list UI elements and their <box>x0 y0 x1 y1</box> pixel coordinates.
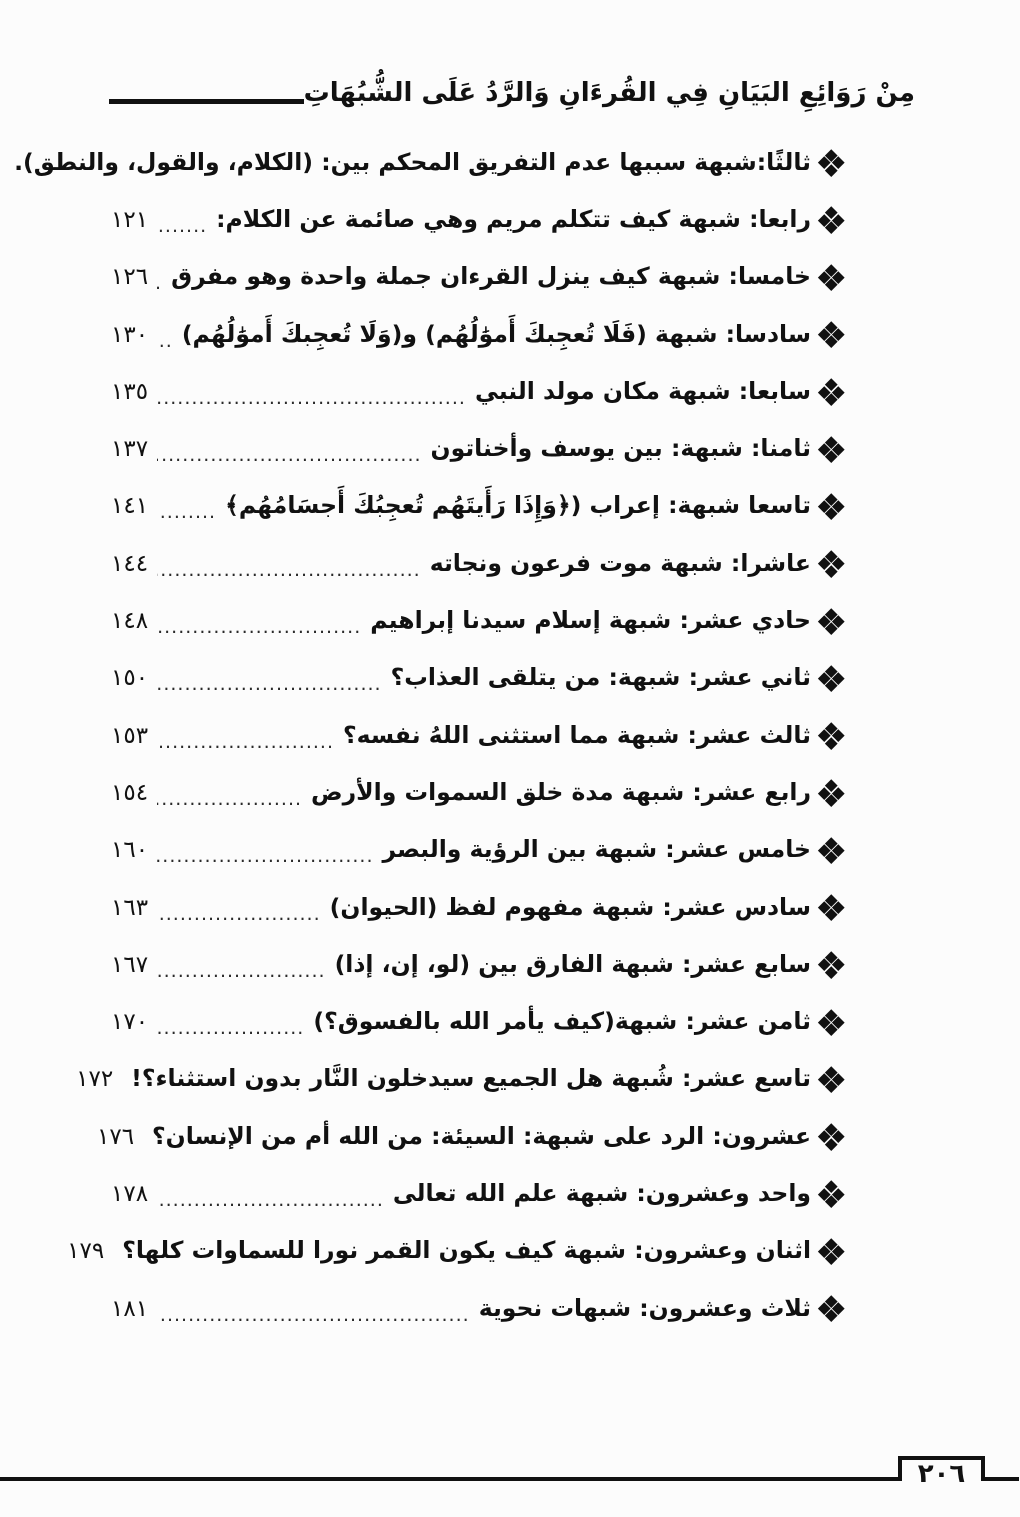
four-diamond-bullet-icon <box>821 151 844 174</box>
toc-entry-page-number: ١٦٣ <box>112 894 150 921</box>
toc-entry <box>112 249 844 306</box>
toc-entry-page-number: ١٢١ <box>112 206 150 233</box>
four-diamond-bullet-icon <box>821 495 844 518</box>
toc-list <box>0 134 1020 1337</box>
toc-entry <box>112 478 844 535</box>
toc-entry <box>112 535 844 592</box>
toc-entry-title: رابع عشر: شبهة مدة خلق السموات والأرض <box>312 777 812 806</box>
header-rule <box>110 99 305 104</box>
dot-leader <box>158 845 374 867</box>
toc-entry <box>68 1223 844 1280</box>
dot-leader <box>158 215 208 237</box>
four-diamond-bullet-icon <box>821 667 844 690</box>
dot-leader <box>158 330 174 352</box>
toc-entry-title: سابعا: شبهة مكان مولد النبي <box>475 376 812 405</box>
toc-entry <box>112 363 844 420</box>
four-diamond-bullet-icon <box>821 1240 844 1263</box>
four-diamond-bullet-icon <box>821 1125 844 1148</box>
footer-page-number: ٢٠٦ <box>918 1459 967 1489</box>
four-diamond-bullet-icon <box>821 839 844 862</box>
dot-leader <box>158 1017 305 1039</box>
toc-entry <box>112 306 844 363</box>
toc-entry <box>112 592 844 649</box>
page-header <box>0 74 1020 113</box>
toc-entry-title: ثالثًا:شبهة سببها عدم التفريق المحكم بين: (الكلام، والقول، والنطق). <box>15 147 812 176</box>
toc-entry-page-number: ١٧٩ <box>68 1238 106 1265</box>
toc-entry <box>112 764 844 821</box>
dot-leader <box>158 731 335 753</box>
four-diamond-bullet-icon <box>821 380 844 403</box>
four-diamond-bullet-icon <box>821 610 844 633</box>
toc-entry-page-number: ١٥٣ <box>112 722 150 749</box>
four-diamond-bullet-icon <box>821 781 844 804</box>
book-title: مِنْ رَوَائِعِ البَيَانِ فِي القُرءَانِ وَالرَّدُ عَلَى الشُّبُهَاتِ <box>304 78 916 108</box>
toc-entry-page-number: ١٤٤ <box>112 550 150 577</box>
toc-entry-title: ثالث عشر: شبهة مما استثنى اللهُ نفسه؟ <box>344 720 812 749</box>
toc-entry-title: خامس عشر: شبهة بين الرؤية والبصر <box>383 835 812 864</box>
toc-entry-page-number: ١٧٠ <box>112 1009 150 1036</box>
toc-entry-page-number: ١٧٨ <box>112 1180 150 1207</box>
dot-leader <box>158 788 303 810</box>
toc-entry-page-number: ١٦٧ <box>112 951 150 978</box>
four-diamond-bullet-icon <box>821 953 844 976</box>
toc-entry <box>112 822 844 879</box>
four-diamond-bullet-icon <box>821 1011 844 1034</box>
toc-entry-title: واحد وعشرون: شبهة علم الله تعالى <box>393 1179 812 1208</box>
toc-entry-title: حادي عشر: شبهة إسلام سيدنا إبراهيم <box>371 606 812 635</box>
toc-entry-page-number: ١٣٥ <box>112 378 150 405</box>
toc-entry-title: خامسا: شبهة كيف ينزل القرءان جملة واحدة وهو مفرق <box>172 262 812 291</box>
toc-entry-title: اثنان وعشرون: شبهة كيف يكون القمر نورا للسماوات كلها؟ <box>123 1236 812 1265</box>
toc-entry-page-number: ١٤٨ <box>112 608 150 635</box>
dot-leader <box>158 1304 471 1326</box>
toc-entry-title: سابع عشر: شبهة الفارق بين (لو، إن، إذا) <box>335 949 812 978</box>
four-diamond-bullet-icon <box>821 438 844 461</box>
toc-entry-page-number: ١٣٠ <box>112 321 150 348</box>
dot-leader <box>158 387 467 409</box>
four-diamond-bullet-icon <box>821 208 844 231</box>
toc-entry-title: تاسع عشر: شُبهة هل الجميع سيدخلون النَّار بدون استثناء؟! <box>132 1064 812 1093</box>
toc-entry <box>112 1165 844 1222</box>
toc-entry-page-number: ١٦٠ <box>112 837 150 864</box>
dot-leader <box>158 1189 385 1211</box>
dot-leader <box>158 272 163 294</box>
four-diamond-bullet-icon <box>821 323 844 346</box>
toc-entry <box>97 1108 844 1165</box>
dot-leader <box>158 903 322 925</box>
toc-entry-page-number: ١٤١ <box>112 493 150 520</box>
toc-entry <box>15 134 844 191</box>
dot-leader <box>158 501 217 523</box>
toc-entry-title: تاسعا شبهة: إعراب (﴿وَإِذَا رَأَيتَهُم تُعجِبُكَ أَجسَامُهُم﴾ <box>226 491 812 520</box>
toc-entry <box>77 1051 844 1108</box>
four-diamond-bullet-icon <box>821 552 844 575</box>
toc-entry-title: سادس عشر: شبهة مفهوم لفظ (الحيوان) <box>330 892 812 921</box>
toc-entry-title: ثاني عشر: شبهة: من يتلقى العذاب؟ <box>391 663 812 692</box>
toc-entry <box>112 650 844 707</box>
four-diamond-bullet-icon <box>821 1297 844 1320</box>
toc-entry-page-number: ١٧٦ <box>97 1123 136 1150</box>
toc-entry <box>112 993 844 1050</box>
footer-rule-left <box>0 1477 899 1481</box>
toc-entry <box>112 936 844 993</box>
four-diamond-bullet-icon <box>821 1068 844 1091</box>
toc-entry-page-number: ١٨١ <box>112 1295 150 1322</box>
four-diamond-bullet-icon <box>821 1182 844 1205</box>
dot-leader <box>158 559 422 581</box>
toc-entry <box>112 420 844 477</box>
four-diamond-bullet-icon <box>821 896 844 919</box>
toc-entry-page-number: ١٢٦ <box>112 264 150 291</box>
toc-entry-page-number: ١٥٠ <box>112 665 150 692</box>
footer-rule-right <box>986 1477 1020 1481</box>
toc-entry-title: ثامن عشر: شبهة(كيف يأمر الله بالفسوق؟) <box>314 1007 812 1036</box>
toc-entry <box>112 707 844 764</box>
toc-entry-title: سادسا: شبهة (فَلَا تُعجِبكَ أَموَٰلُهُم) و(وَلَا تُعجِبكَ أَموَٰلُهُم) <box>182 319 812 348</box>
four-diamond-bullet-icon <box>821 724 844 747</box>
toc-entry-page-number: ١٣٧ <box>112 436 150 463</box>
toc-entry <box>112 1280 844 1337</box>
toc-entry-title: رابعا: شبهة كيف تتكلم مريم وهي صائمة عن الكلام: <box>217 204 812 233</box>
book-page <box>0 74 1020 1517</box>
toc-entry-title: عشرون: الرد على شبهة: السيئة: من الله أم من الإنسان؟ <box>153 1121 812 1150</box>
toc-entry <box>112 191 844 248</box>
toc-entry-page-number: ١٥٤ <box>112 779 150 806</box>
toc-entry <box>112 879 844 936</box>
dot-leader <box>158 444 422 466</box>
toc-entry-title: ثامنا: شبهة: بين يوسف وأخناتون <box>431 434 812 463</box>
toc-entry-page-number: ١٧٢ <box>77 1066 115 1093</box>
toc-entry-title: ثلاث وعشرون: شبهات نحوية <box>479 1293 812 1322</box>
four-diamond-bullet-icon <box>821 266 844 289</box>
dot-leader <box>158 616 362 638</box>
dot-leader <box>158 960 327 982</box>
toc-entry-title: عاشرا: شبهة موت فرعون ونجاته <box>430 548 812 577</box>
dot-leader <box>158 673 383 695</box>
